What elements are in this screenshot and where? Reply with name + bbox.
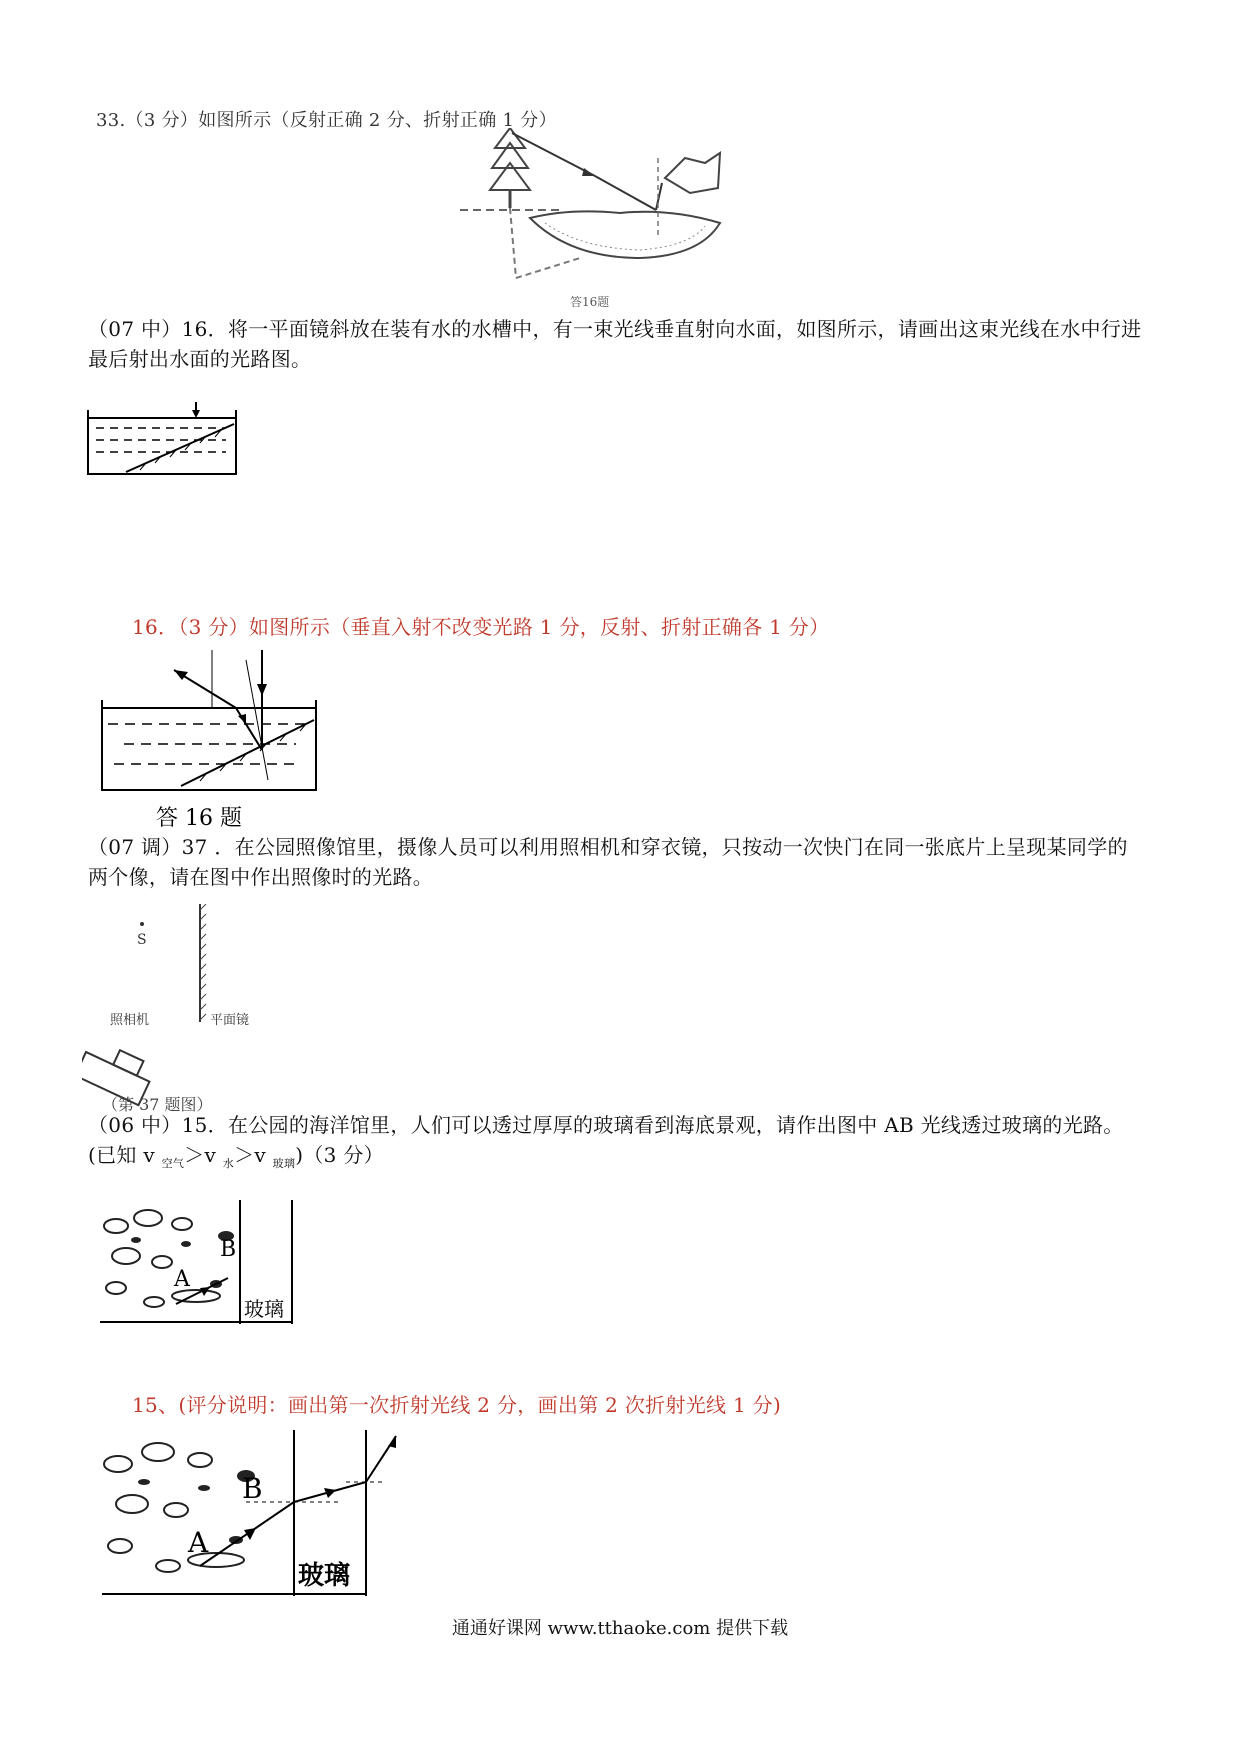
q37-figure: [82, 904, 322, 1114]
q15-label-glass: 玻璃: [244, 1297, 284, 1321]
q15-label-b: B: [220, 1237, 237, 1262]
q16-answer-figure: [96, 650, 326, 830]
q15-question-part-a: （06 中）15．在公园的海洋馆里，人们可以透过厚厚的玻璃看到海底景观，请作出图中 AB 光线透过玻璃的光路。(已知 v: [88, 1113, 1124, 1167]
q15-answer-figure: [96, 1430, 416, 1596]
q37-label-camera: 照相机: [110, 1013, 150, 1028]
q16-answer-text: 16．（3 分）如图所示（垂直入射不改变光路 1 分，反射、折射正确各 1 分）: [132, 615, 830, 639]
q15-question-text: [88, 1110, 1148, 1179]
q16-question-figure: [86, 402, 246, 476]
q16-fig-caption: 答 16 题: [156, 806, 242, 830]
q37-fig-caption: （第 37 题图）: [102, 1095, 213, 1114]
q15-answer-label-glass: 玻璃: [298, 1561, 351, 1591]
q33-fig-caption: 答16题: [570, 295, 610, 309]
q15-sub-air: 空气: [161, 1157, 185, 1170]
q15-label-a: A: [174, 1267, 190, 1292]
q15-sub-glass: 玻璃: [272, 1157, 296, 1170]
q15-sub-water: 水: [222, 1157, 235, 1170]
q15-gt-2: ＞v: [234, 1143, 273, 1167]
q15-answer-label-a: A: [188, 1526, 209, 1559]
q33-answer-text: 33.（3 分）如图所示（反射正确 2 分、折射正确 1 分）: [96, 110, 557, 131]
q15-question-figure: [96, 1200, 296, 1324]
q16-question-text: （07 中）16．将一平面镜斜放在装有水的水槽中，有一束光线垂直射向水面，如图所示，请画出这束光线在水中行进最后射出水面的光路图。: [88, 317, 1142, 371]
q37-question-text: （07 调）37 ．在公园照像馆里，摄像人员可以利用照相机和穿衣镜，只按动一次快门在同一张底片上呈现某同学的两个像，请在图中作出照像时的光路。: [88, 835, 1128, 889]
q15-answer-label-b: B: [242, 1472, 263, 1505]
q37-label-mirror: 平面镜: [210, 1013, 250, 1028]
q15-answer-text: 15、(评分说明：画出第一次折射光线 2 分，画出第 2 次折射光线 1 分): [132, 1393, 782, 1417]
q15-gt-1: ＞v: [184, 1143, 223, 1167]
q33-answer-figure: [420, 128, 780, 328]
q15-question-part-b: )（3 分）: [295, 1143, 384, 1167]
page-footer: 通通好课网 www.tthaoke.com 提供下载: [451, 1618, 789, 1639]
q37-label-s: S: [137, 932, 147, 948]
